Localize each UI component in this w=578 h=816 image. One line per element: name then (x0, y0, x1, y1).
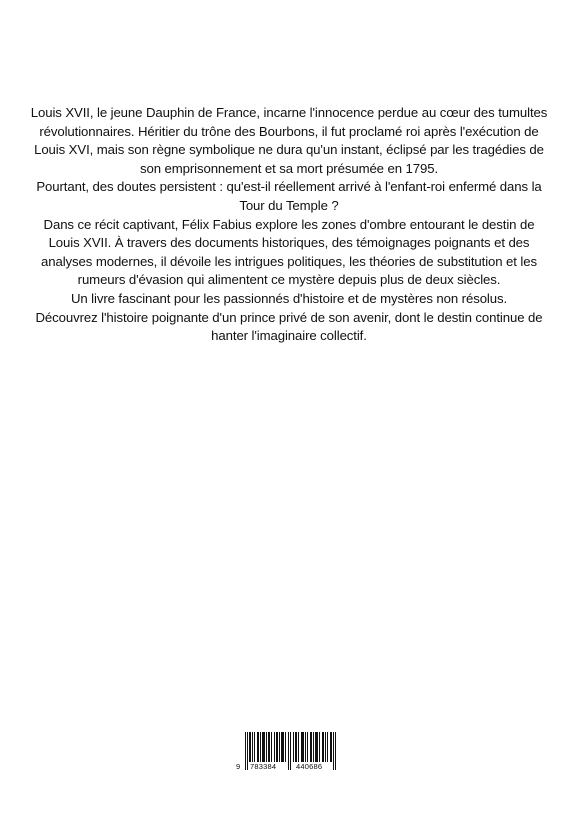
barcode-right-digits: 440686 (296, 762, 323, 771)
blurb-paragraph-audience: Un livre fascinant pour les passionnés d'histoire et de mystères non résolus. (70, 290, 508, 306)
blurb-paragraph-closing: Découvrez l'histoire poignante d'un prince privé de son avenir, dont le destin continue de hanter l'imaginaire collectif. (35, 309, 543, 344)
blurb-paragraph-intro: Louis XVII, le jeune Dauphin de France, incarne l'innocence perdue au cœur des tumultes révolutionnaires. Héritier du trône des Bourbons, il fut proclamé roi après l'exécution de Louis XVI, mais son règne symbolique ne dura qu'un instant, éclipsé par les tragédies de son emprisonnement et sa mort présumée en 1795. (30, 105, 548, 176)
isbn-barcode (236, 732, 344, 772)
barcode-left-digits: 783384 (250, 762, 277, 771)
blurb-paragraph-question: Pourtant, des doutes persistent : qu'est-il réellement arrivé à l'enfant-roi enfermé dans la Tour du Temple ? (36, 179, 542, 213)
barcode-first-digit: 9 (236, 762, 241, 771)
blurb-paragraph-synopsis: Dans ce récit captivant, Félix Fabius explore les zones d'ombre entourant le destin de Louis XVII. À travers des documents historiques, des témoignages poignants et des analyses modernes, il dévoile les intrigues politiques, les théories de substitution et les rumeurs d'évasion qui alimentent ce mystère depuis plus de deux siècles. (41, 216, 537, 288)
back-cover-blurb (30, 104, 548, 346)
